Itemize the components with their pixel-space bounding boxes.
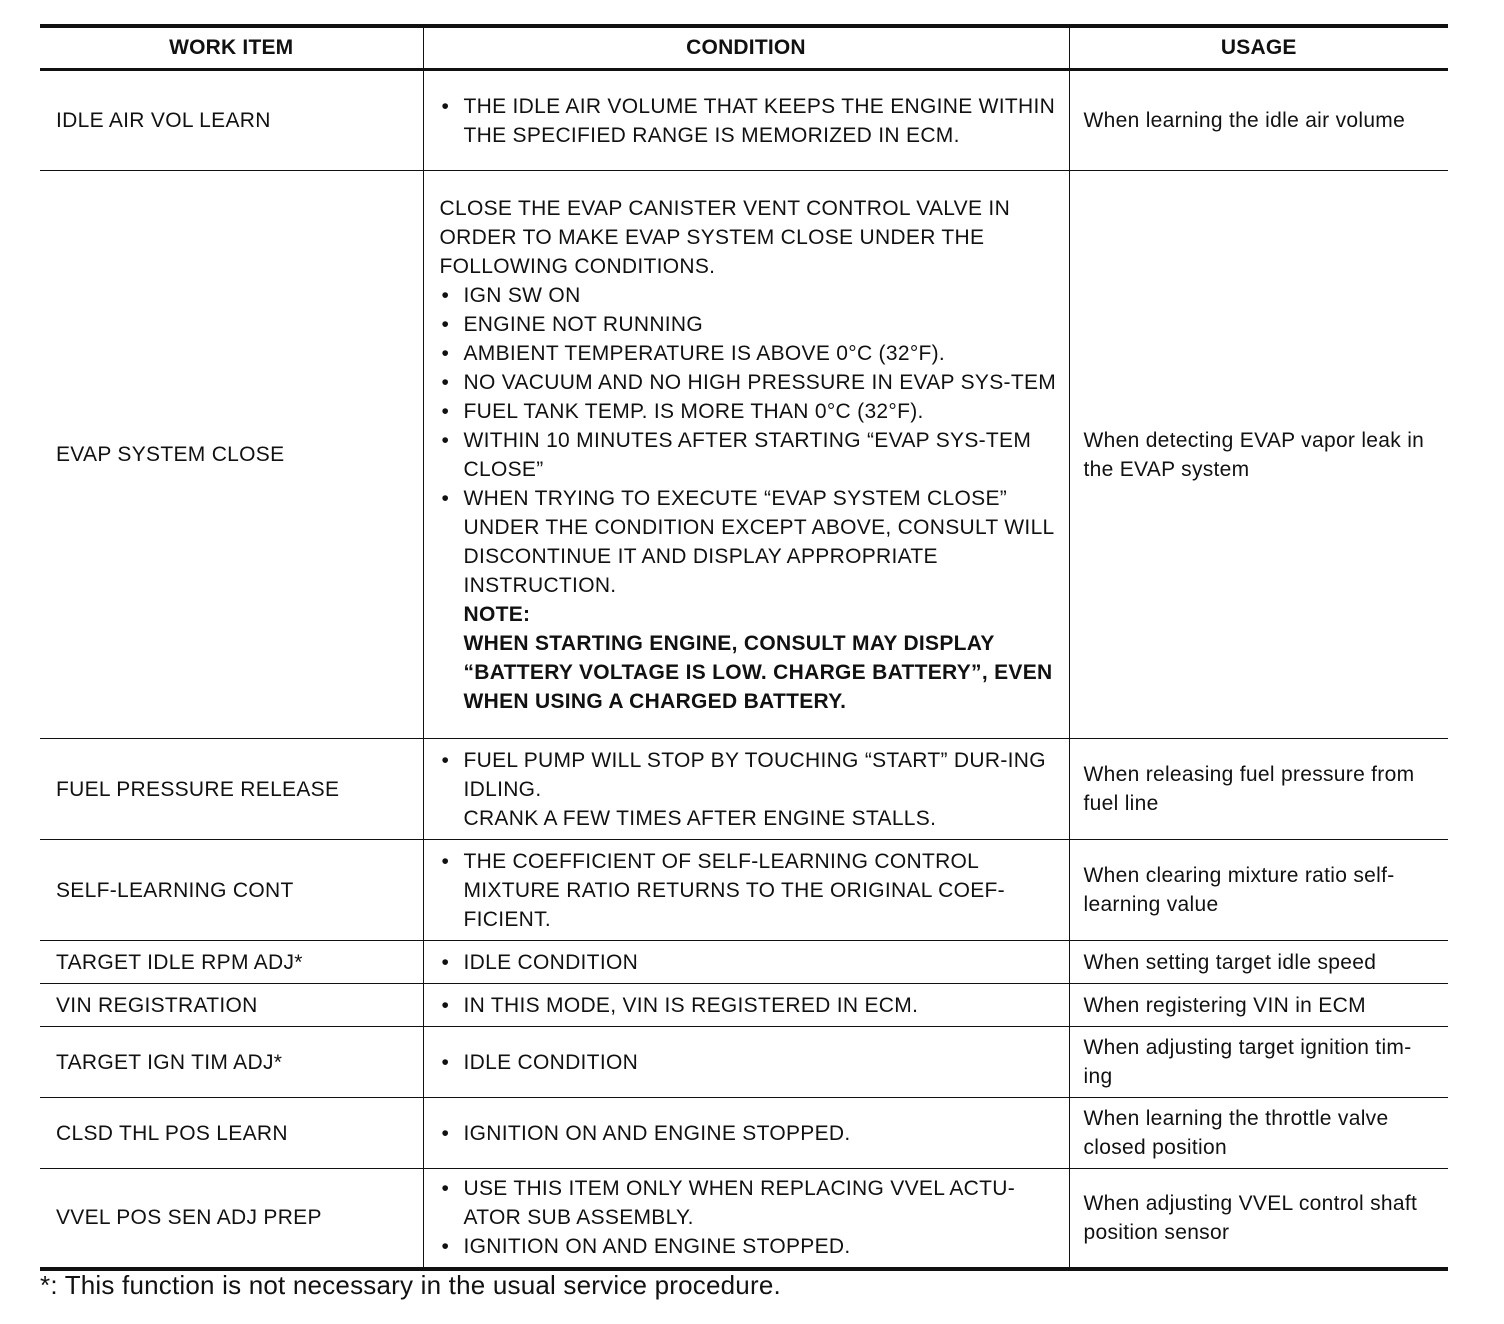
condition-bullet: • AMBIENT TEMPERATURE IS ABOVE 0°C (32°F). (440, 339, 1061, 368)
condition-bullet: • IGNITION ON AND ENGINE STOPPED. (440, 1119, 1061, 1148)
condition-bullet: • THE COEFFICIENT OF SELF-LEARNING CONTROL MIXTURE RATIO RETURNS TO THE ORIGINAL COEF-FICIENT. (440, 847, 1061, 934)
condition-list (440, 1048, 1061, 1077)
condition-bullet: • IGN SW ON (440, 281, 1061, 310)
condition-bullet: • IDLE CONDITION (440, 948, 1061, 977)
condition-bullet: • THE IDLE AIR VOLUME THAT KEEPS THE ENGINE WITHIN THE SPECIFIED RANGE IS MEMORIZED IN ECM. (440, 92, 1061, 150)
work-item-cell: SELF-LEARNING CONT (56, 878, 294, 902)
header-work-item: WORK ITEM (169, 36, 294, 59)
condition-cell (423, 1169, 1069, 1269)
work-support-table-container (40, 24, 1448, 1271)
header-condition: CONDITION (423, 26, 1069, 70)
table-row (40, 984, 1448, 1027)
usage-cell: When detecting EVAP vapor leak in the EVAP system (1069, 171, 1448, 739)
usage-cell: When releasing fuel pressure from fuel line (1069, 739, 1448, 840)
usage-cell: When learning the throttle valve closed position (1069, 1098, 1448, 1169)
header-usage: USAGE (1069, 26, 1448, 70)
note-label: NOTE: (463, 602, 531, 626)
condition-list (440, 281, 1061, 600)
condition-bullet: • FUEL TANK TEMP. IS MORE THAN 0°C (32°F). (440, 397, 1061, 426)
condition-continuation: CRANK A FEW TIMES AFTER ENGINE STALLS. (463, 806, 937, 830)
condition-bullet: • ENGINE NOT RUNNING (440, 310, 1061, 339)
condition-list (440, 1119, 1061, 1148)
work-item-cell: VIN REGISTRATION (56, 993, 258, 1017)
work-item-cell: TARGET IDLE RPM ADJ* (56, 950, 303, 974)
condition-bullet: • WITHIN 10 MINUTES AFTER STARTING “EVAP SYS-TEM CLOSE” (440, 426, 1061, 484)
work-item-cell: CLSD THL POS LEARN (56, 1121, 288, 1145)
usage-cell: When clearing mixture ratio self-learning value (1069, 840, 1448, 941)
table-row (40, 1169, 1448, 1269)
condition-list (440, 847, 1061, 934)
condition-list (440, 92, 1061, 150)
table-header-row (40, 26, 1448, 70)
table-row (40, 941, 1448, 984)
condition-list (440, 1174, 1061, 1261)
usage-cell: When adjusting VVEL control shaft position sensor (1069, 1169, 1448, 1269)
usage-cell: When registering VIN in ECM (1069, 984, 1448, 1027)
table-row (40, 1027, 1448, 1098)
work-item-cell: VVEL POS SEN ADJ PREP (56, 1206, 322, 1230)
table-row (40, 171, 1448, 739)
condition-bullet: • USE THIS ITEM ONLY WHEN REPLACING VVEL ACTU-ATOR SUB ASSEMBLY. (440, 1174, 1061, 1232)
work-item-cell: TARGET IGN TIM ADJ* (56, 1050, 283, 1074)
usage-cell: When learning the idle air volume (1069, 70, 1448, 171)
condition-bullet: • WHEN TRYING TO EXECUTE “EVAP SYSTEM CLOSE” UNDER THE CONDITION EXCEPT ABOVE, CONSULT WILL DISCONTINUE IT AND DISPLAY APPROPRIATE INSTRUCTION. (440, 484, 1061, 600)
condition-cell (423, 739, 1069, 840)
condition-cell (423, 70, 1069, 171)
table-row (40, 70, 1448, 171)
usage-cell: When setting target idle speed (1069, 941, 1448, 984)
table-row (40, 739, 1448, 840)
condition-bullet: • FUEL PUMP WILL STOP BY TOUCHING “START” DUR-ING IDLING. (440, 746, 1061, 804)
table-row (40, 1098, 1448, 1169)
condition-cell (423, 840, 1069, 941)
work-item-cell: IDLE AIR VOL LEARN (56, 109, 271, 132)
condition-list (440, 746, 1061, 804)
work-item-cell: FUEL PRESSURE RELEASE (56, 777, 340, 801)
condition-cell (423, 941, 1069, 984)
condition-list (440, 991, 1061, 1020)
condition-bullet: • IGNITION ON AND ENGINE STOPPED. (440, 1232, 1061, 1261)
condition-bullet: • IDLE CONDITION (440, 1048, 1061, 1077)
footnote: *: This function is not necessary in the usual service procedure. (40, 1270, 781, 1300)
condition-list (440, 948, 1061, 977)
condition-bullet: • IN THIS MODE, VIN IS REGISTERED IN ECM. (440, 991, 1061, 1020)
work-support-table (40, 24, 1448, 1271)
work-item-cell: EVAP SYSTEM CLOSE (56, 443, 285, 466)
condition-bullet: • NO VACUUM AND NO HIGH PRESSURE IN EVAP SYS-TEM (440, 368, 1061, 397)
usage-cell: When adjusting target ignition tim-ing (1069, 1027, 1448, 1098)
condition-cell (423, 171, 1069, 739)
condition-intro: CLOSE THE EVAP CANISTER VENT CONTROL VALVE IN ORDER TO MAKE EVAP SYSTEM CLOSE UNDER THE FOLLOWING CONDITIONS. (439, 196, 1011, 278)
condition-cell (423, 1027, 1069, 1098)
condition-cell (423, 1098, 1069, 1169)
note-text: WHEN STARTING ENGINE, CONSULT MAY DISPLAY “BATTERY VOLTAGE IS LOW. CHARGE BATTERY”, EVEN WHEN USING A CHARGED BATTERY. (463, 631, 1053, 713)
table-row (40, 840, 1448, 941)
condition-cell (423, 984, 1069, 1027)
